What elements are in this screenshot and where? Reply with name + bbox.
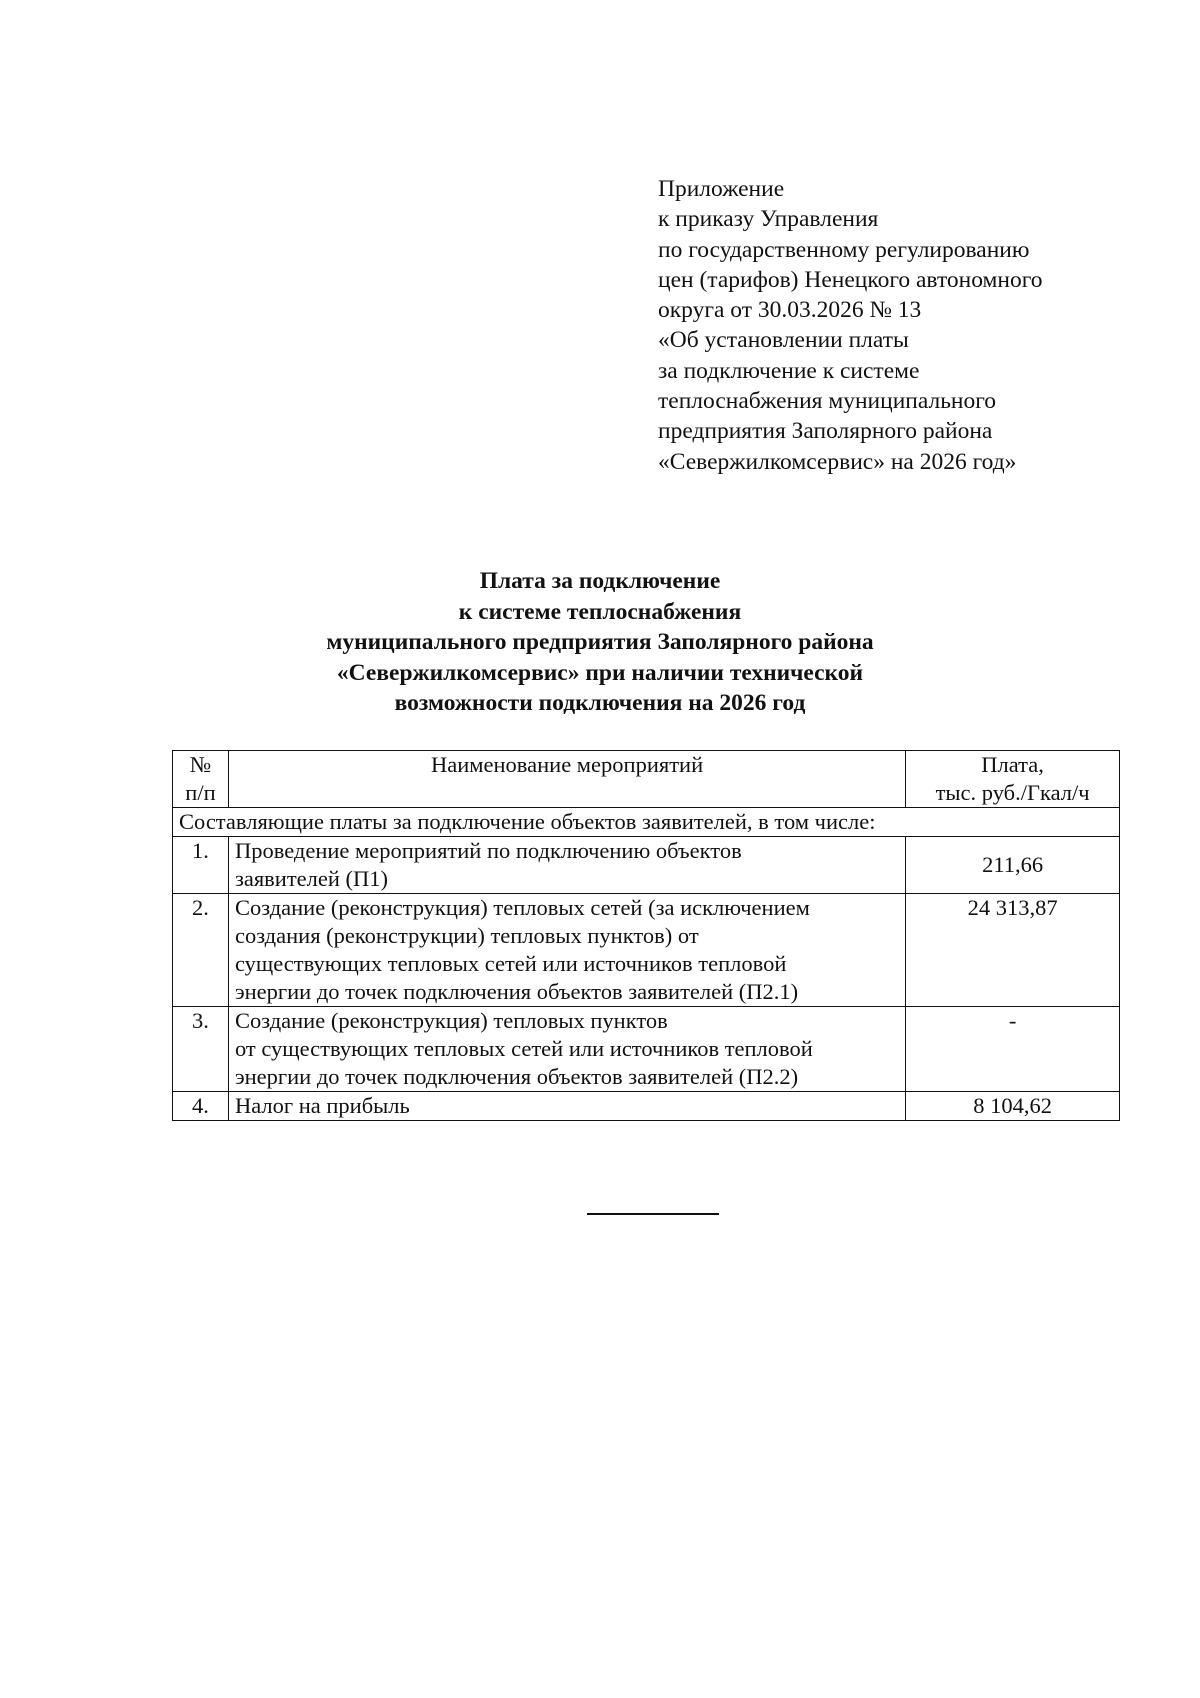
row-name-line: энергии до точек подключения объектов заявителей (П2.1): [234, 979, 799, 1004]
appendix-line: предприятия Заполярного района: [658, 418, 993, 445]
header-fee-line: тыс. руб./Гкал/ч: [935, 780, 1090, 805]
row-name-line: создания (реконструкции) тепловых пунктов) от: [234, 923, 699, 948]
row-name: [228, 837, 905, 894]
row-fee: 211,66: [906, 837, 1120, 894]
table-row: [173, 837, 1120, 894]
appendix-line: к приказу Управления: [658, 206, 879, 233]
row-name-line: от существующих тепловых сетей или источников тепловой: [234, 1036, 813, 1061]
row-name: [228, 894, 905, 1007]
table-header-row: [173, 751, 1120, 808]
table-row: [173, 1007, 1120, 1092]
fees-table: [172, 750, 1120, 1121]
title-line: возможности подключения на 2026 год: [394, 690, 806, 716]
table-row: [173, 1092, 1120, 1121]
row-name-line: Создание (реконструкция) тепловых пунктов: [234, 1008, 668, 1033]
row-num: 3.: [173, 1007, 229, 1092]
title-line: «Севержилкомсервис» при наличии технической: [336, 659, 864, 686]
appendix-line: «Об установлении платы: [658, 327, 909, 354]
row-name-line: заявителей (П1): [234, 866, 389, 891]
header-fee: [906, 751, 1120, 808]
header-name: Наименование мероприятий: [228, 751, 905, 808]
appendix-line: теплоснабжения муниципального: [658, 388, 997, 415]
appendix-line: за подключение к системе: [658, 357, 920, 384]
table-row: [173, 894, 1120, 1007]
header-fee-line: Плата,: [981, 752, 1044, 777]
appendix-line: округа от 30.03.2026 № 13: [658, 297, 922, 324]
appendix-line: цен (тарифов) Ненецкого автономного: [658, 266, 1043, 293]
title-line: муниципального предприятия Заполярного района: [326, 629, 874, 655]
section-row: [173, 808, 1120, 837]
header-num: [173, 751, 229, 808]
row-num: 4.: [173, 1092, 229, 1121]
row-fee: -: [906, 1007, 1120, 1092]
row-num: 1.: [173, 837, 229, 894]
row-fee: 24 313,87: [906, 894, 1120, 1007]
row-name-line: Проведение мероприятий по подключению объектов: [234, 838, 742, 863]
title-line: к системе теплоснабжения: [458, 598, 742, 625]
row-name: [228, 1092, 905, 1121]
end-divider: [587, 1213, 719, 1215]
document-title: [0, 566, 1200, 719]
appendix-line: Приложение: [658, 176, 785, 202]
appendix-line: по государственному регулированию: [658, 236, 1030, 263]
section-label: Составляющие платы за подключение объектов заявителей, в том числе:: [173, 808, 1120, 837]
appendix-line: «Севержилкомсервис» на 2026 год»: [658, 448, 1017, 475]
row-name-line: Налог на прибыль: [234, 1093, 410, 1118]
row-num: 2.: [173, 894, 229, 1007]
row-name: [228, 1007, 905, 1092]
row-name-line: существующих тепловых сетей или источников тепловой: [234, 951, 787, 976]
title-line: Плата за подключение: [479, 568, 721, 594]
row-name-line: энергии до точек подключения объектов заявителей (П2.2): [234, 1064, 799, 1089]
appendix-block: [658, 174, 1043, 477]
row-name-line: Создание (реконструкция) тепловых сетей (за исключением: [234, 895, 810, 920]
header-num-line: №: [189, 752, 212, 777]
row-fee: 8 104,62: [906, 1092, 1120, 1121]
header-num-line: п/п: [185, 780, 216, 805]
